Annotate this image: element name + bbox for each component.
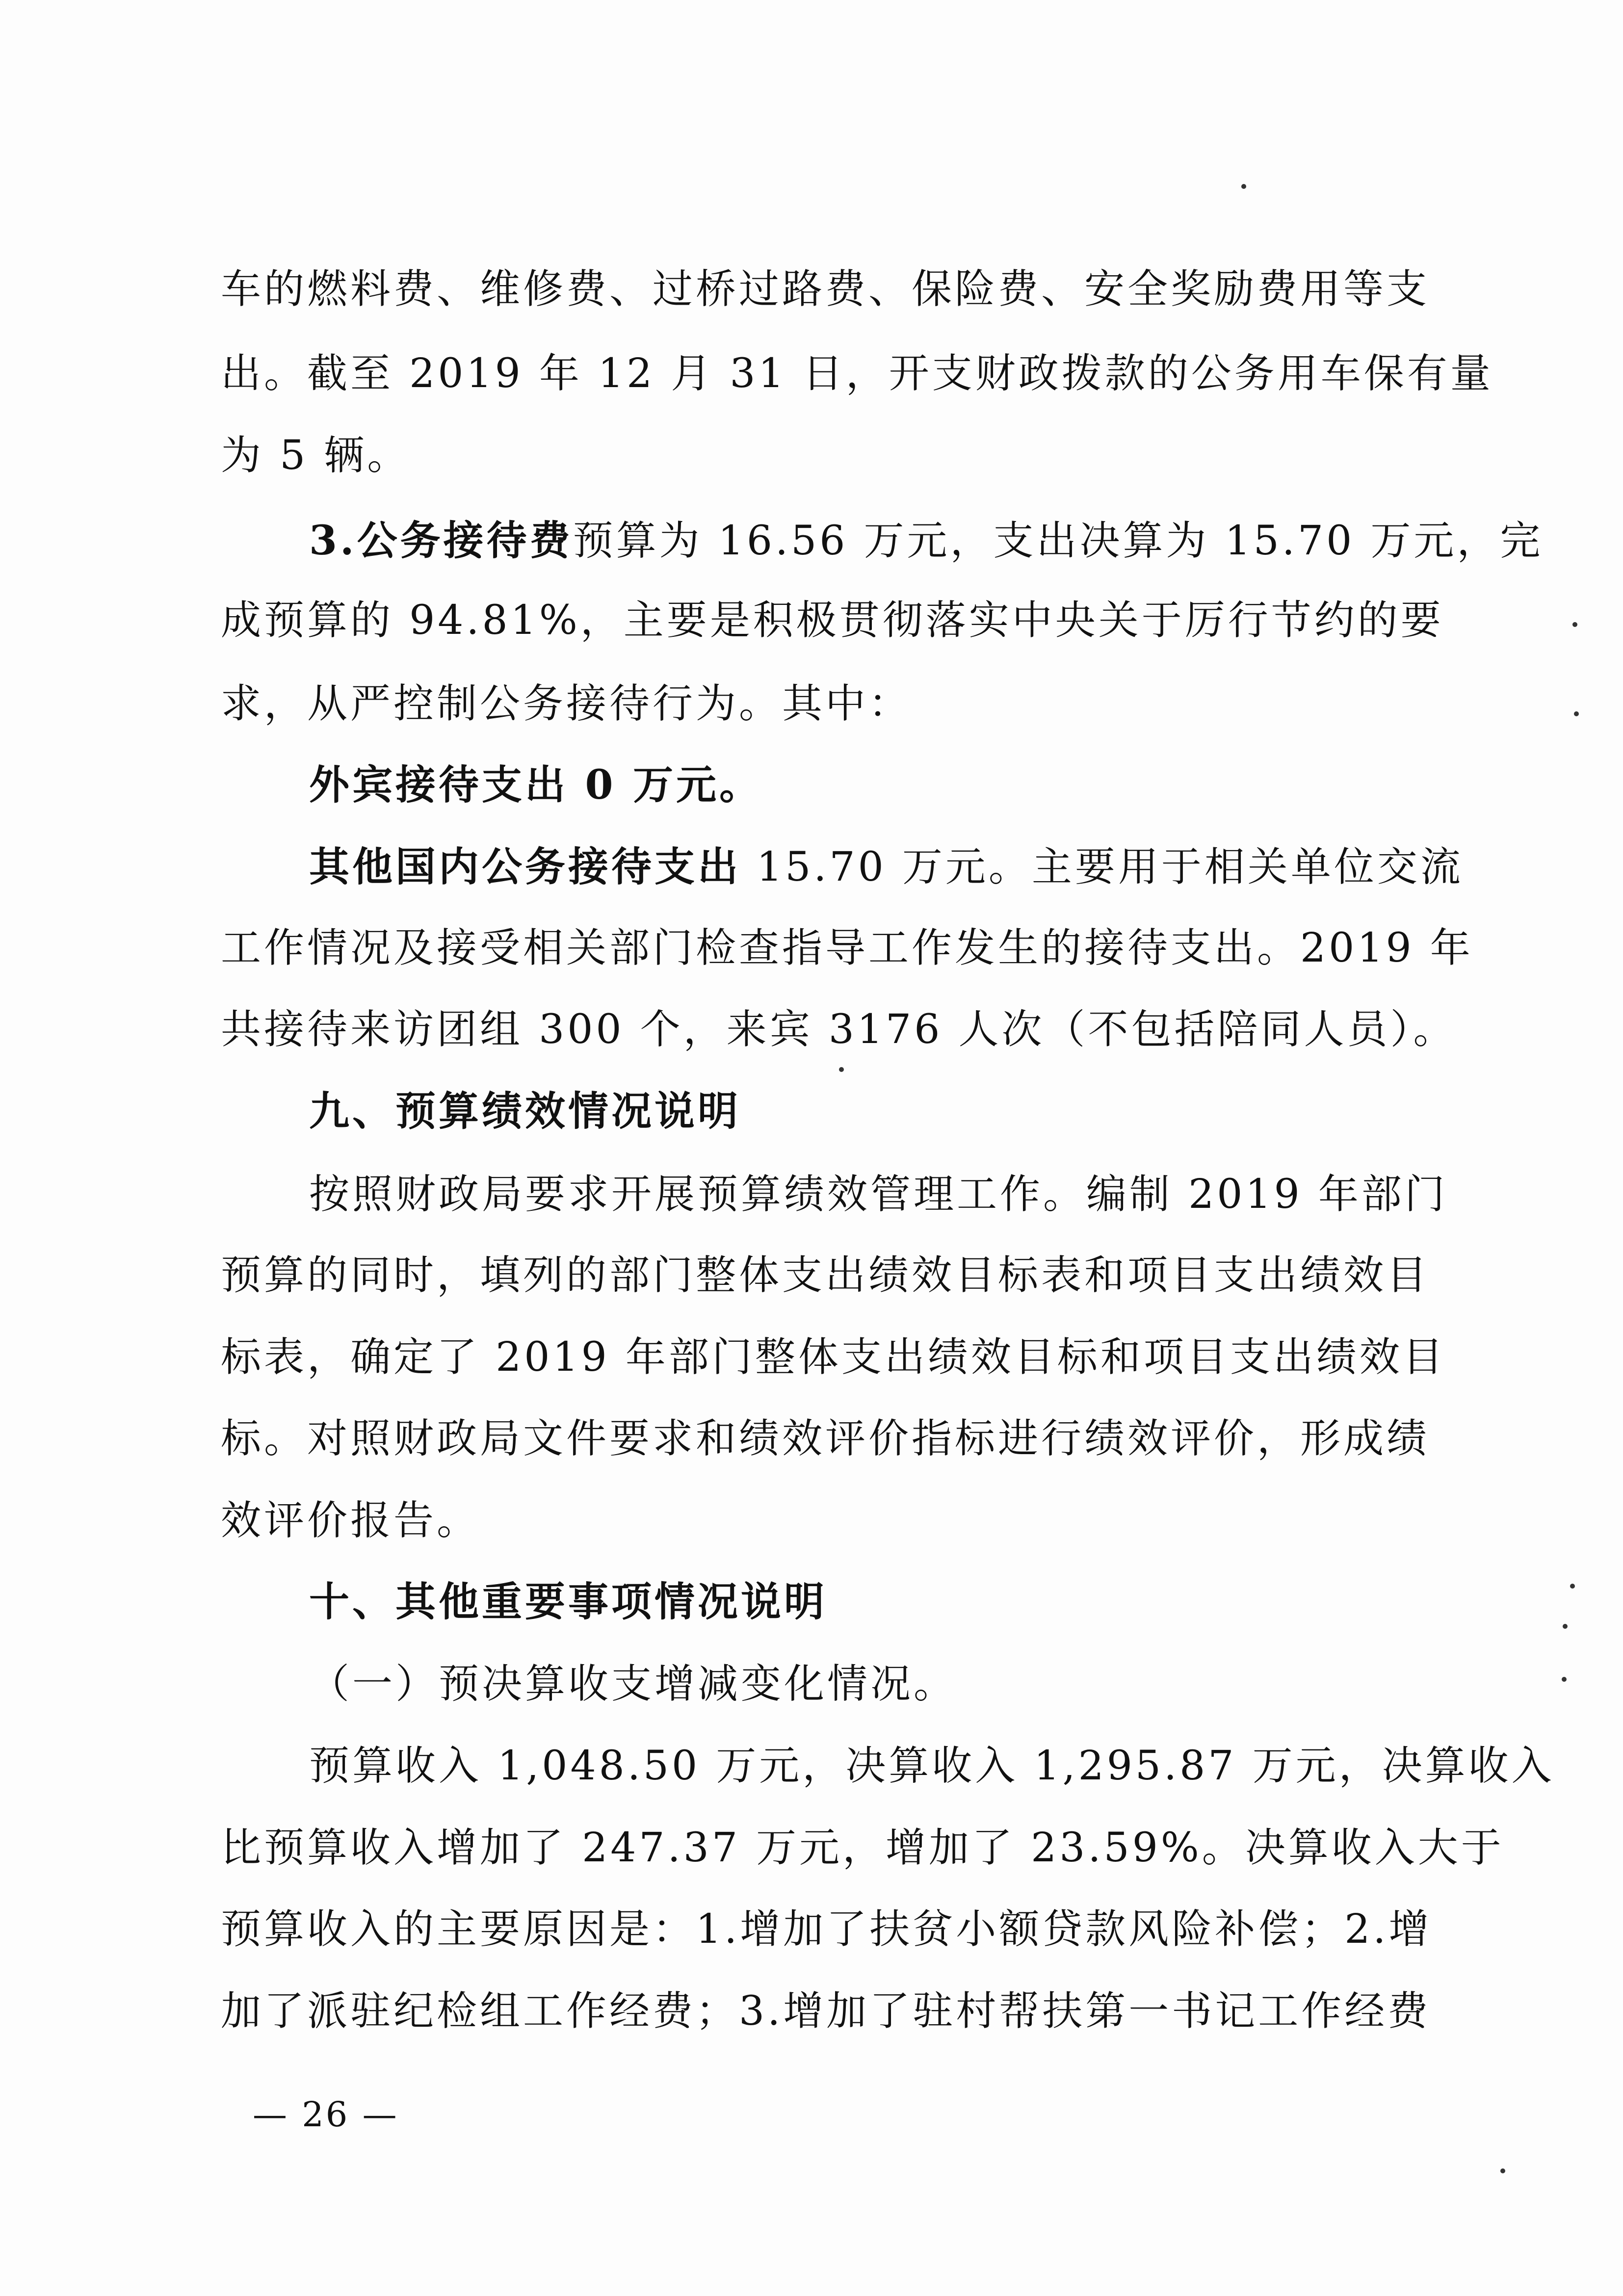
- text-line: 预算收入的主要原因是：1.增加了扶贫小额贷款风险补偿；2.增: [221, 1906, 1432, 1953]
- text-line: 工作情况及接受相关部门检查指导工作发生的接待支出。2019 年: [221, 925, 1473, 971]
- text-line: 预算收入 1,048.50 万元，决算收入 1,295.87 万元，决算收入: [309, 1743, 1555, 1789]
- subsection-heading: （一）预决算收支增减变化情况。: [309, 1661, 957, 1707]
- domestic-reception-heading: 其他国内公务接待支出: [309, 843, 741, 890]
- text-line: 共接待来访团组 300 个，来宾 3176 人次（不包括陪同人员）。: [221, 1006, 1457, 1053]
- text-line: 效评价报告。: [221, 1497, 480, 1544]
- scan-speck: [1572, 622, 1577, 627]
- text-line: 标表，确定了 2019 年部门整体支出绩效目标和项目支出绩效目: [221, 1334, 1446, 1381]
- text-line: 预算的同时，填列的部门整体支出绩效目标表和项目支出绩效目: [221, 1252, 1430, 1299]
- page-number: — 26 —: [253, 2094, 399, 2135]
- domestic-reception-line: [309, 840, 1464, 894]
- reception-heading: 3.公务接待费: [309, 517, 573, 564]
- text-line: 按照财政局要求开展预算绩效管理工作。编制 2019 年部门: [309, 1171, 1448, 1218]
- text-line: 成预算的 94.81%，主要是积极贯彻落实中央关于厉行节约的要: [221, 597, 1444, 644]
- scan-speck: [1574, 711, 1579, 716]
- scan-speck: [839, 1067, 844, 1072]
- text-line: 标。对照财政局文件要求和绩效评价指标进行绩效评价，形成绩: [221, 1415, 1430, 1462]
- scan-speck: [1500, 2168, 1505, 2173]
- text-line: 车的燃料费、维修费、过桥过路费、保险费、安全奖励费用等支: [221, 266, 1430, 313]
- section-heading-nine: 九、预算绩效情况说明: [309, 1088, 741, 1135]
- scan-speck: [1563, 1624, 1568, 1629]
- text-line: 出。截至 2019 年 12 月 31 日，开支财政拨款的公务用车保有量: [221, 350, 1493, 397]
- text-line: 求，从严控制公务接待行为。其中：: [221, 680, 912, 727]
- domestic-reception-text: 15.70 万元。主要用于相关单位交流: [741, 844, 1464, 890]
- scan-speck: [1570, 1584, 1575, 1589]
- text-line: 加了派驻纪检组工作经费；3.增加了驻村帮扶第一书记工作经费: [221, 1988, 1431, 2035]
- text-line: 比预算收入增加了 247.37 万元，增加了 23.59%。决算收入大于: [221, 1825, 1504, 1871]
- text-line: 为 5 辆。: [221, 432, 411, 479]
- scan-speck: [1562, 1677, 1567, 1682]
- reception-text: 预算为 16.56 万元，支出决算为 15.70 万元，完: [573, 518, 1544, 564]
- reception-paragraph-line: [309, 514, 1544, 568]
- scan-speck: [1241, 184, 1246, 189]
- section-heading-ten: 十、其他重要事项情况说明: [309, 1578, 828, 1625]
- foreign-reception-line: 外宾接待支出 0 万元。: [309, 761, 763, 809]
